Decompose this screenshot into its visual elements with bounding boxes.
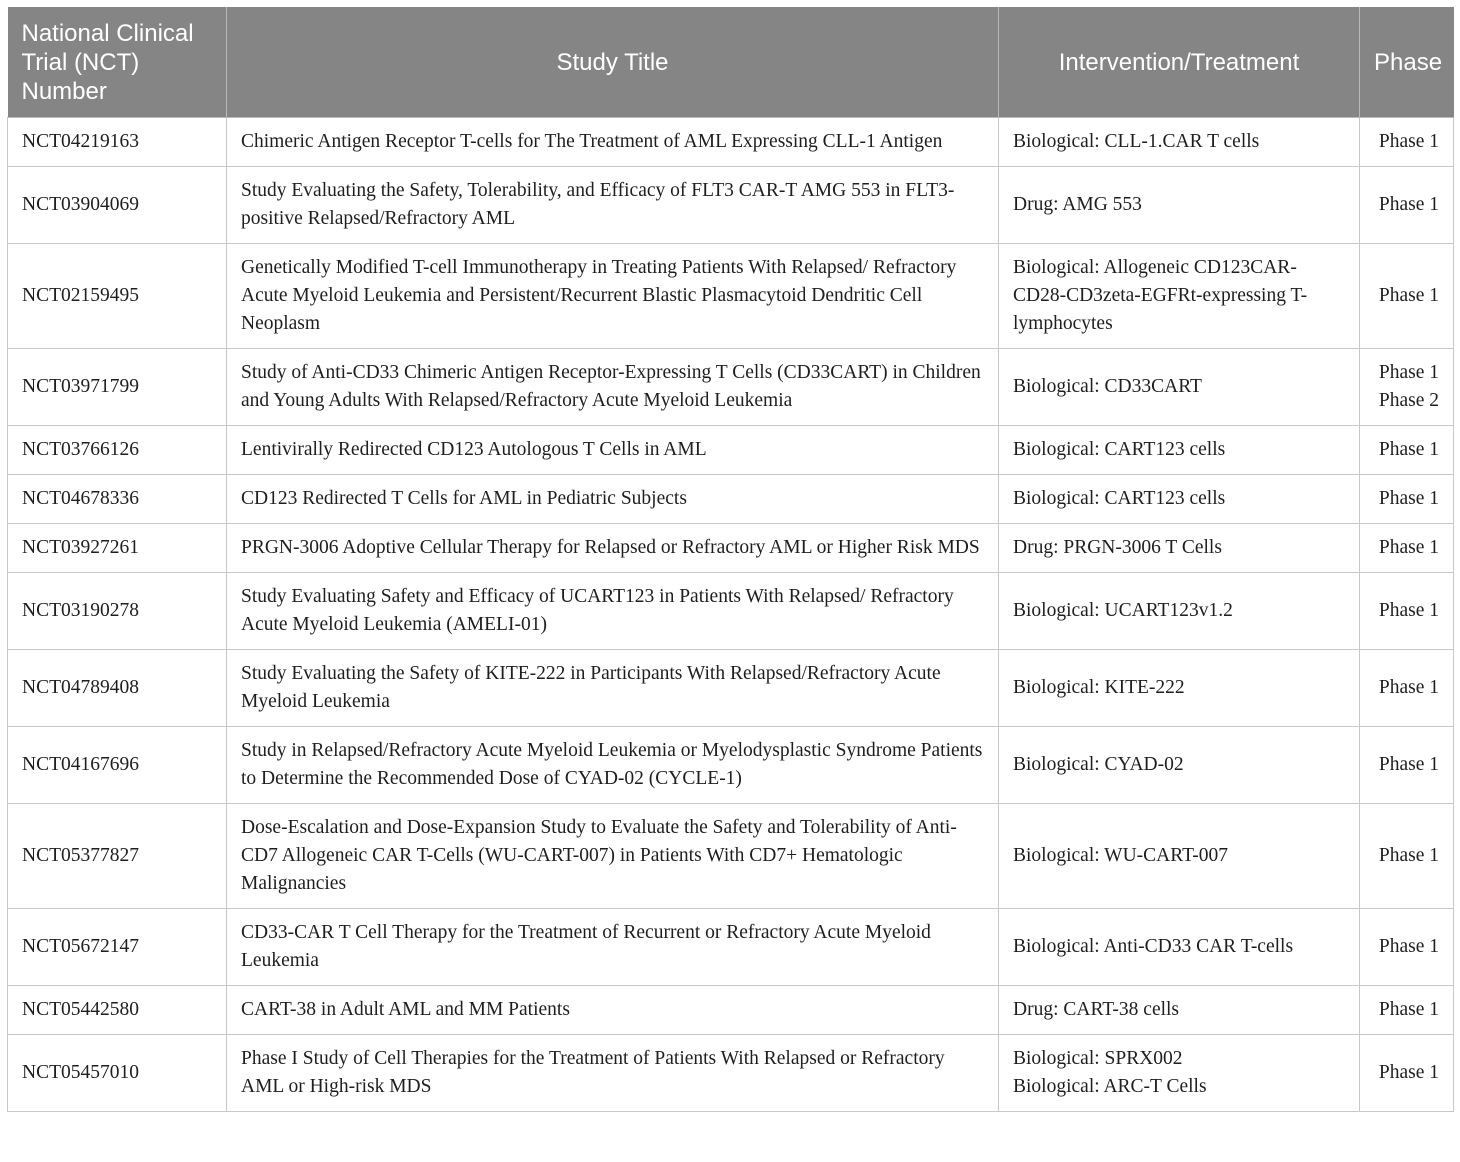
table-row <box>8 650 1454 727</box>
study-title-cell: Chimeric Antigen Receptor T-cells for The Treatment of AML Expressing CLL-1 Antigen <box>227 118 999 167</box>
phase-line: Phase 1 <box>1378 677 1439 698</box>
study-title-cell: Study Evaluating the Safety of KITE-222 in Participants With Relapsed/Refractory Acute Myeloid Leukemia <box>227 650 999 727</box>
table-row <box>8 1035 1454 1112</box>
header-intervention: Intervention/Treatment <box>999 7 1360 118</box>
phase-line: Phase 1 <box>1378 488 1439 509</box>
table-row <box>8 573 1454 650</box>
intervention-cell <box>999 573 1360 650</box>
nct-number-cell: NCT05442580 <box>8 986 227 1035</box>
intervention-cell <box>999 426 1360 475</box>
nct-number-cell: NCT03190278 <box>8 573 227 650</box>
trials-table-container <box>7 7 1453 1112</box>
phase-cell <box>1360 986 1454 1035</box>
nct-number-cell: NCT04167696 <box>8 727 227 804</box>
intervention-line: Drug: CART-38 cells <box>1013 999 1180 1020</box>
phase-cell <box>1360 909 1454 986</box>
intervention-cell <box>999 118 1360 167</box>
intervention-cell <box>999 475 1360 524</box>
nct-number-cell: NCT02159495 <box>8 244 227 349</box>
nct-number-cell: NCT03971799 <box>8 349 227 426</box>
intervention-line: Biological: KITE-222 <box>1013 677 1185 698</box>
phase-cell <box>1360 573 1454 650</box>
phase-line: Phase 1 <box>1378 194 1439 215</box>
study-title-cell: CD33-CAR T Cell Therapy for the Treatment of Recurrent or Refractory Acute Myeloid Leukemia <box>227 909 999 986</box>
nct-number-cell: NCT05377827 <box>8 804 227 909</box>
table-row <box>8 804 1454 909</box>
table-body <box>8 118 1454 1112</box>
intervention-cell <box>999 1035 1360 1112</box>
table-header <box>8 7 1454 118</box>
phase-cell <box>1360 1035 1454 1112</box>
nct-number-cell: NCT04678336 <box>8 475 227 524</box>
intervention-cell <box>999 349 1360 426</box>
phase-line: Phase 2 <box>1378 390 1439 411</box>
intervention-cell <box>999 167 1360 244</box>
intervention-line: Biological: CYAD-02 <box>1013 754 1184 775</box>
header-phase: Phase <box>1360 7 1454 118</box>
intervention-line: Biological: SPRX002 <box>1013 1048 1183 1069</box>
intervention-cell <box>999 650 1360 727</box>
table-row <box>8 167 1454 244</box>
phase-cell <box>1360 524 1454 573</box>
phase-cell <box>1360 426 1454 475</box>
phase-line: Phase 1 <box>1378 845 1439 866</box>
phase-line: Phase 1 <box>1378 362 1439 383</box>
study-title-cell: CART-38 in Adult AML and MM Patients <box>227 986 999 1035</box>
phase-cell <box>1360 349 1454 426</box>
intervention-line: Biological: Allogeneic CD123CAR-CD28-CD3zeta-EGFRt-expressing T-lymphocytes <box>1013 257 1308 334</box>
phase-line: Phase 1 <box>1378 600 1439 621</box>
phase-cell <box>1360 475 1454 524</box>
nct-number-cell: NCT03766126 <box>8 426 227 475</box>
study-title-cell: Phase I Study of Cell Therapies for the Treatment of Patients With Relapsed or Refractory AML or High-risk MDS <box>227 1035 999 1112</box>
intervention-line: Biological: CART123 cells <box>1013 488 1226 509</box>
nct-number-cell: NCT03904069 <box>8 167 227 244</box>
intervention-cell <box>999 909 1360 986</box>
intervention-line: Biological: UCART123v1.2 <box>1013 600 1233 621</box>
phase-line: Phase 1 <box>1378 999 1439 1020</box>
phase-line: Phase 1 <box>1378 936 1439 957</box>
phase-cell <box>1360 804 1454 909</box>
intervention-cell <box>999 986 1360 1035</box>
clinical-trials-table <box>7 7 1454 1112</box>
nct-number-cell: NCT05672147 <box>8 909 227 986</box>
table-row <box>8 986 1454 1035</box>
study-title-cell: Lentivirally Redirected CD123 Autologous T Cells in AML <box>227 426 999 475</box>
phase-cell <box>1360 727 1454 804</box>
study-title-cell: Study in Relapsed/Refractory Acute Myeloid Leukemia or Myelodysplastic Syndrome Patients to Determine the Recommended Dose of CYAD-02 (CYCLE-1) <box>227 727 999 804</box>
table-row <box>8 727 1454 804</box>
phase-line: Phase 1 <box>1378 131 1439 152</box>
table-row <box>8 244 1454 349</box>
phase-line: Phase 1 <box>1378 1062 1439 1083</box>
nct-number-cell: NCT03927261 <box>8 524 227 573</box>
table-row <box>8 475 1454 524</box>
phase-cell <box>1360 118 1454 167</box>
nct-number-cell: NCT05457010 <box>8 1035 227 1112</box>
intervention-cell <box>999 524 1360 573</box>
nct-number-cell: NCT04789408 <box>8 650 227 727</box>
header-row <box>8 7 1454 118</box>
intervention-line: Biological: CD33CART <box>1013 376 1202 397</box>
intervention-line: Biological: CLL-1.CAR T cells <box>1013 131 1260 152</box>
table-row <box>8 118 1454 167</box>
intervention-cell <box>999 804 1360 909</box>
table-row <box>8 909 1454 986</box>
phase-line: Phase 1 <box>1378 754 1439 775</box>
table-row <box>8 426 1454 475</box>
phase-line: Phase 1 <box>1378 439 1439 460</box>
intervention-line: Biological: WU-CART-007 <box>1013 845 1228 866</box>
study-title-cell: Study Evaluating Safety and Efficacy of UCART123 in Patients With Relapsed/ Refractory Acute Myeloid Leukemia (AMELI-01) <box>227 573 999 650</box>
study-title-cell: CD123 Redirected T Cells for AML in Pediatric Subjects <box>227 475 999 524</box>
phase-cell <box>1360 650 1454 727</box>
table-row <box>8 524 1454 573</box>
intervention-line: Drug: PRGN-3006 T Cells <box>1013 537 1222 558</box>
study-title-cell: Study of Anti-CD33 Chimeric Antigen Receptor-Expressing T Cells (CD33CART) in Children and Young Adults With Relapsed/Refractory Acute Myeloid Leukemia <box>227 349 999 426</box>
study-title-cell: Study Evaluating the Safety, Tolerability, and Efficacy of FLT3 CAR-T AMG 553 in FLT3-positive Relapsed/Refractory AML <box>227 167 999 244</box>
header-nct-number: National Clinical Trial (NCT) Number <box>8 7 227 118</box>
intervention-line: Biological: Anti-CD33 CAR T-cells <box>1013 936 1294 957</box>
phase-cell <box>1360 244 1454 349</box>
table-row <box>8 349 1454 426</box>
header-study-title: Study Title <box>227 7 999 118</box>
nct-number-cell: NCT04219163 <box>8 118 227 167</box>
intervention-line: Drug: AMG 553 <box>1013 194 1142 215</box>
study-title-cell: PRGN-3006 Adoptive Cellular Therapy for Relapsed or Refractory AML or Higher Risk MDS <box>227 524 999 573</box>
phase-line: Phase 1 <box>1378 285 1439 306</box>
intervention-line: Biological: ARC-T Cells <box>1013 1076 1207 1097</box>
intervention-cell <box>999 244 1360 349</box>
intervention-cell <box>999 727 1360 804</box>
study-title-cell: Dose-Escalation and Dose-Expansion Study to Evaluate the Safety and Tolerability of Anti-CD7 Allogeneic CAR T-Cells (WU-CART-007) in Patients With CD7+ Hematologic Malignancies <box>227 804 999 909</box>
phase-line: Phase 1 <box>1378 537 1439 558</box>
study-title-cell: Genetically Modified T-cell Immunotherapy in Treating Patients With Relapsed/ Refractory Acute Myeloid Leukemia and Persistent/Recurrent Blastic Plasmacytoid Dendritic Cell Neoplasm <box>227 244 999 349</box>
intervention-line: Biological: CART123 cells <box>1013 439 1226 460</box>
phase-cell <box>1360 167 1454 244</box>
